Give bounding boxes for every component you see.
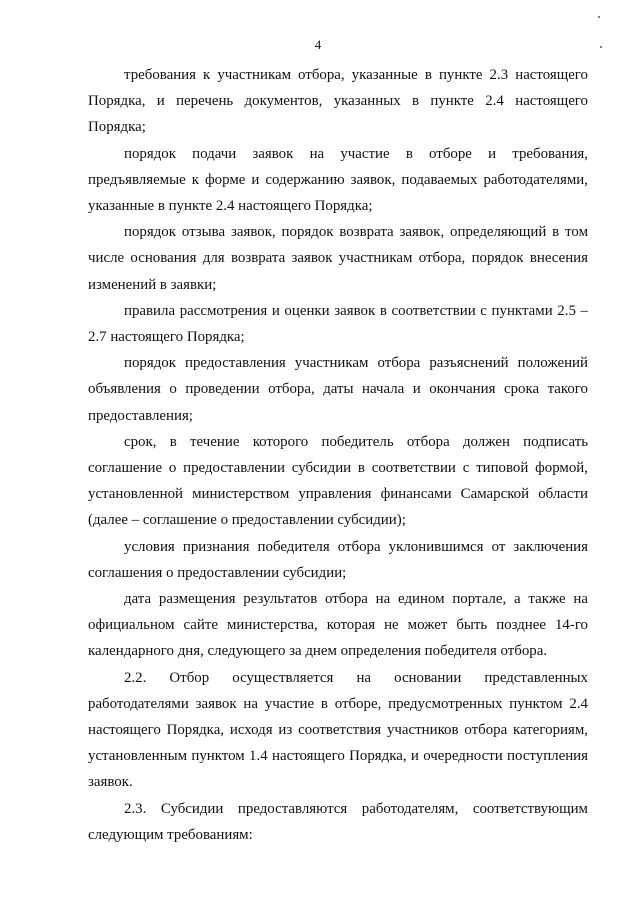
page-number: 4 bbox=[314, 37, 322, 52]
paragraph-2-2: 2.2. Отбор осуществляется на основании представленных работодателями заявок на участие в отборе, предусмотренных пунктом 2.4 настоящего Порядка, исходя из соответствия участников отбора категориям, установленным пунктом 1.4 настоящего Порядка, и очередности поступления заявок. bbox=[88, 669, 588, 791]
paragraph-results-publication: дата размещения результатов отбора на едином портале, а также на официальном сайте министерства, которая не может быть позднее 14-го календарного дня, следующего за днем определения победителя отбора. bbox=[88, 591, 588, 660]
paragraph-2-3: 2.3. Субсидии предоставляются работодателям, соответствующим следующим требованиям: bbox=[88, 800, 588, 843]
paragraph-evasion-conditions: условия признания победителя отбора уклонившимся от заключения соглашения о предоставлении субсидии; bbox=[88, 538, 588, 581]
scan-speck bbox=[598, 16, 600, 18]
paragraph-withdrawal-order: порядок отзыва заявок, порядок возврата заявок, определяющий в том числе основания для возврата заявок участникам отбора, порядок внесения изменений в заявки; bbox=[88, 224, 588, 293]
paragraph-submission-order: порядок подачи заявок на участие в отборе и требования, предъявляемые к форме и содержанию заявок, подаваемых работодателями, указанные в пункте 2.4 настоящего Порядка; bbox=[88, 145, 588, 215]
paragraph-clarifications: порядок предоставления участникам отбора разъяснений положений объявления о проведении отбора, даты начала и окончания срока такого предоставления; bbox=[88, 355, 588, 424]
paragraph-signing-deadline: срок, в течение которого победитель отбора должен подписать соглашение о предоставлении субсидии в соответствии с типовой формой, установленной министерством управления финансами Самарской области (далее – соглашение о предоставлении субсидии); bbox=[88, 433, 588, 529]
paragraph-requirements: требования к участникам отбора, указанные в пункте 2.3 настоящего Порядка, и перечень документов, указанных в пункте 2.4 настоящего Порядка; bbox=[88, 67, 588, 136]
paragraph-evaluation-rules: правила рассмотрения и оценки заявок в соответствии с пунктами 2.5 – 2.7 настоящего Порядка; bbox=[88, 302, 588, 346]
scan-speck bbox=[600, 46, 602, 48]
document-body bbox=[88, 62, 588, 848]
